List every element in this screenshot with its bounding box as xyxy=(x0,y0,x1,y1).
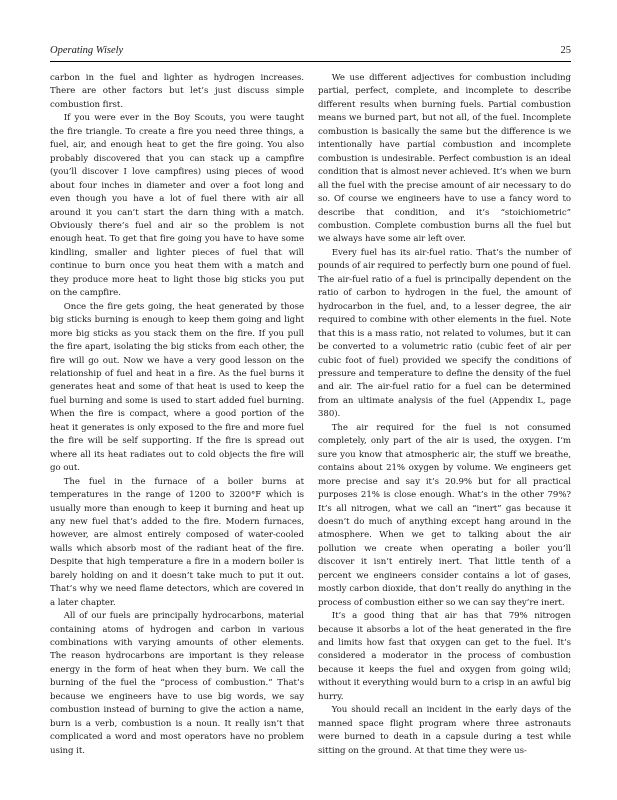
paragraph: carbon in the fuel and lighter as hydrogen increases. There are other factors but let’s just discuss simple combustion first. xyxy=(50,73,304,110)
paragraph: The fuel in the furnace of a boiler burns at temperatures in the range of 1200 to 3200°F which is usually more than enough to keep it burning and heat up any new fuel that’s added to the fire. Modern furnaces, however, are almost entirely composed of water-cooled walls which absorb most of the radiant heat of the fire. Despite that high temperature a fire in a modern boiler is barely holding on and it doesn’t take much to put it out. That’s why we need flame detectors, which are covered in a later chapter. xyxy=(50,476,304,608)
left-column xyxy=(50,72,304,758)
paragraph: Every fuel has its air-fuel ratio. That’s the number of pounds of air required to perfectly burn one pound of fuel. The air-fuel ratio of a fuel is principally dependent on the ratio of carbon to hydrogen in the fuel, the amount of hydrocarbon in the fuel, and, to a lesser degree, the air required to combine with other elements in the fuel. Note that this is a mass ratio, not related to volumes, but it can be converted to a volumetric ratio (cubic feet of air per cubic foot of fuel) provided we specify the conditions of pressure and temperature to define the density of the fuel and air. The air-fuel ratio for a fuel can be determined from an ultimate analysis of the fuel (Appendix L, page 380). xyxy=(318,247,571,420)
running-header xyxy=(50,43,571,62)
right-column xyxy=(318,72,571,758)
running-title: Operating Wisely xyxy=(50,45,124,56)
paragraph: It’s a good thing that air has that 79% nitrogen because it absorbs a lot of the heat generated in the fire and limits how fast that oxygen can get to the fuel. It’s considered a moderator in the process of combustion because it keeps the fuel and oxygen from going wild; without it everything would burn to a crisp in an awful big hurry. xyxy=(318,611,571,702)
paragraph: We use different adjectives for combustion including partial, perfect, complete, and incomplete to describe different results when burning fuels. Partial combustion means we burned part, but not all, of the fuel. Incomplete combustion is basically the same but the difference is we intentionally have partial combustion and incomplete combustion is undesirable. Perfect combustion is an ideal condition that is almost never achieved. It’s when we burn all the fuel with the precise amount of air necessary to do so. Of course we engineers have to use a fancy word to describe that condition, and it’s “stoichiometric” combustion. Complete combustion burns all the fuel but we always have some air left over. xyxy=(318,73,571,245)
paragraph: All of our fuels are principally hydrocarbons, material containing atoms of hydrogen and carbon in various combinations with varying amounts of other elements. The reason hydrocarbons are important is they release energy in the form of heat when they burn. We call the burning of the fuel the “process of combustion.” That’s because we engineers have to use big words, we say combustion instead of burning to give the action a name, burn is a verb, combustion is a noun. It really isn’t that complicated a word and most operators have no problem using it. xyxy=(50,611,304,756)
paragraph: The air required for the fuel is not consumed completely, only part of the air is used, the oxygen. I’m sure you know that atmospheric air, the stuff we breathe, contains about 21% oxygen by volume. We engineers get more precise and say it’s 20.9% but for all practical purposes 21% is close enough. What’s in the other 79%? It’s all nitrogen, what we call an “inert” gas because it doesn’t do much of anything except hang around in the atmosphere. When we get to talking about the air pollution we create when operating a boiler you’ll discover it isn’t entirely inert. That little tenth of a percent we engineers consider contains a lot of gases, mostly carbon dioxide, that don’t really do anything in the process of combustion either so we can say they’re inert. xyxy=(318,422,571,608)
page-number: 25 xyxy=(560,45,571,56)
paragraph: Once the fire gets going, the heat generated by those big sticks burning is enough to keep them going and light more big sticks as you stack them on the fire. If you pull the fire apart, isolating the big sticks from each other, the fire will go out. Now we have a very good lesson on the relationship of fuel and heat in a fire. As the fuel burns it generates heat and some of that heat is used to keep the fuel burning and some is used to start added fuel burning. When the fire is compact, where a good portion of the heat it generates is only exposed to the fire and more fuel the fire will be self supporting. If the fire is spread out where all its heat radiates out to cold objects the fire will go out. xyxy=(50,301,304,474)
paragraph: You should recall an incident in the early days of the manned space flight program where three astronauts were burned to death in a capsule during a test while sitting on the ground. At that time they were us- xyxy=(318,705,571,756)
paragraph: If you were ever in the Boy Scouts, you were taught the fire triangle. To create a fire you need three things, a fuel, air, and enough heat to get the fire going. You also probably discovered that you can stack up a campfire (you’ll discover I love campfires) using pieces of wood about four inches in diameter and over a foot long and even though you have a lot of fuel there with air all around it you can’t start the darn thing with a match. Obviously there’s fuel and air so the problem is not enough heat. To get that fire going you have to have some kindling, smaller and lighter pieces of fuel that will continue to burn once you heat them with a match and they produce more heat to light those big sticks you put on the campfire. xyxy=(50,113,304,299)
